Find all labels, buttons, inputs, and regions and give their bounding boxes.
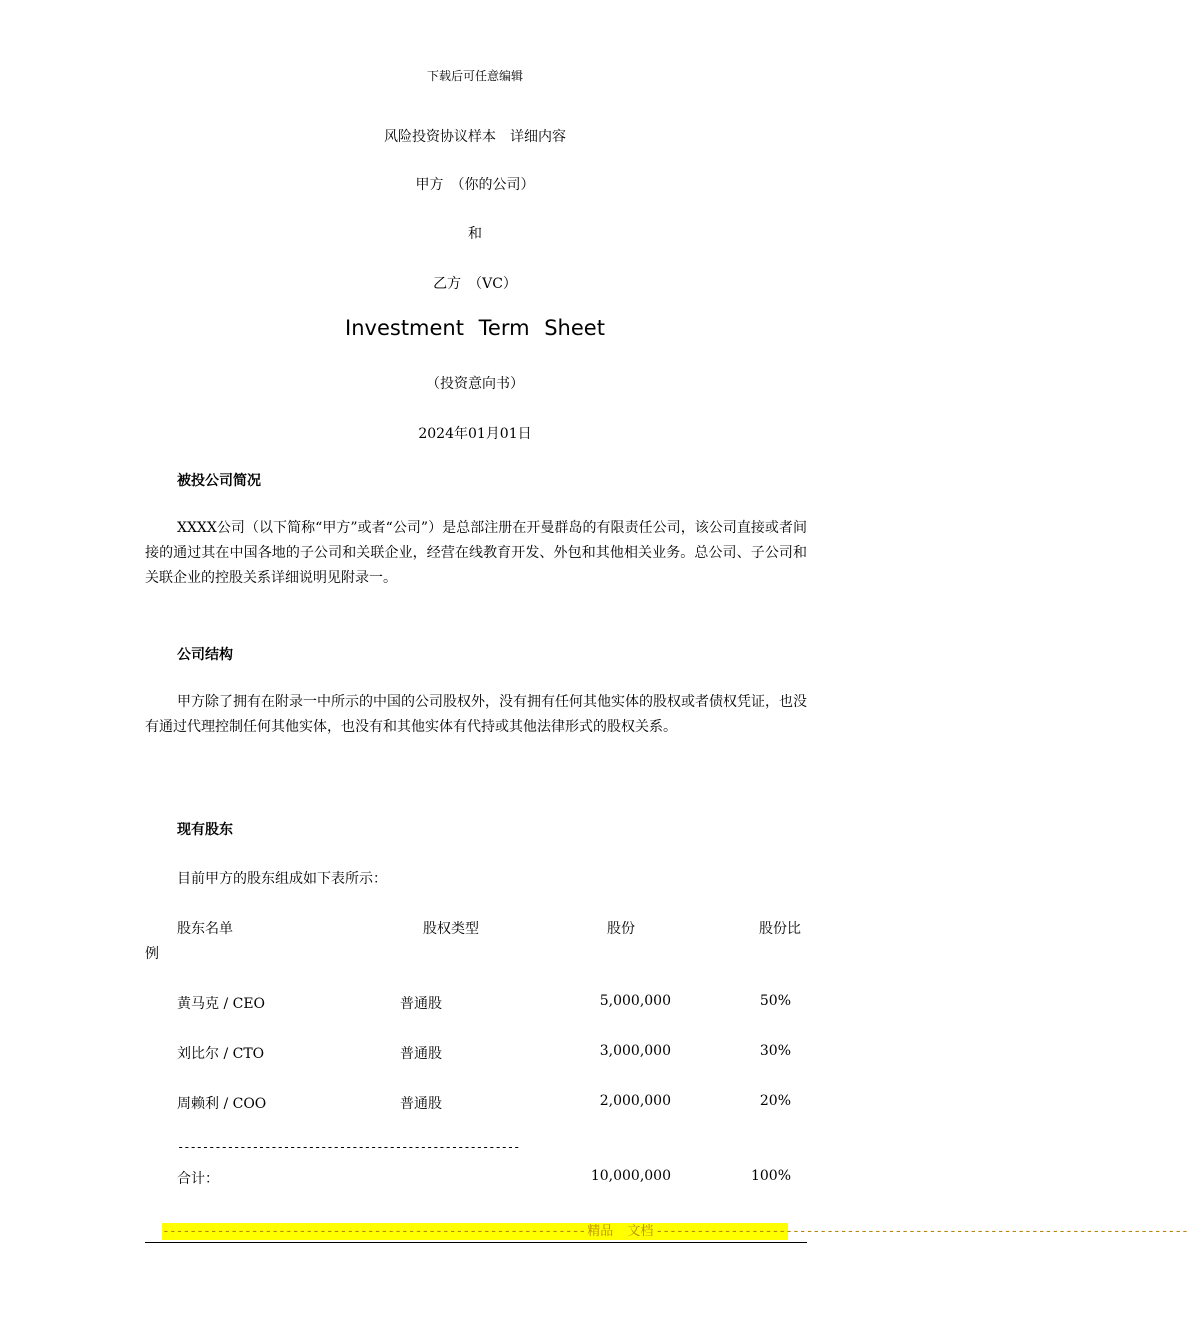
and-connector: 和 xyxy=(468,226,482,242)
section-heading-shareholders: 现有股东 xyxy=(177,822,233,838)
footer-dashes-right: ------------------------------------------------------------------------------ xyxy=(655,1224,1188,1239)
footer-banner xyxy=(162,1223,1188,1240)
shareholder-name: 周赖利 / COO xyxy=(177,1096,267,1112)
shareholders-intro: 目前甲方的股东组成如下表所示： xyxy=(177,871,387,887)
document-title-cn: 风险投资协议样本 详细内容 xyxy=(384,129,566,145)
column-header-shares: 股份 xyxy=(607,921,635,937)
section-heading-structure: 公司结构 xyxy=(177,647,233,663)
section-heading-company-intro: 被投公司简况 xyxy=(177,473,261,489)
table-separator: ------------------------------------------------------- xyxy=(177,1140,520,1154)
footer-dashes-left: -------------------------------------------------------------- xyxy=(162,1224,586,1239)
share-count: 2,000,000 xyxy=(599,1093,671,1109)
footer-text: 精品 文档 xyxy=(587,1224,654,1239)
share-type: 普通股 xyxy=(400,1046,442,1062)
share-ratio: 30% xyxy=(759,1043,791,1059)
document-date: 2024年01月01日 xyxy=(418,426,532,442)
share-type: 普通股 xyxy=(400,1096,442,1112)
total-ratio: 100% xyxy=(750,1168,791,1184)
column-header-ratio: 股份比 xyxy=(759,921,801,937)
shareholder-name: 黄马克 / CEO xyxy=(177,996,266,1012)
share-ratio: 20% xyxy=(759,1093,791,1109)
column-header-ratio-wrap: 例 xyxy=(145,946,159,962)
document-title-en: Investment Term Sheet xyxy=(345,316,605,340)
column-header-name: 股东名单 xyxy=(177,921,233,937)
footer-rule xyxy=(145,1242,807,1243)
total-label: 合计： xyxy=(177,1171,219,1187)
shareholder-name: 刘比尔 / CTO xyxy=(177,1046,265,1062)
column-header-type: 股权类型 xyxy=(423,921,479,937)
header-note: 下载后可任意编辑 xyxy=(426,69,523,83)
party-b: 乙方 （VC） xyxy=(433,276,517,292)
share-count: 5,000,000 xyxy=(599,993,671,1009)
section-body-company-intro: XXXX公司（以下简称“甲方”或者“公司”）是总部注册在开曼群岛的有限责任公司，该公司直接或者间接的通过其在中国各地的子公司和关联企业，经营在线教育开发、外包和其他相关业务。总公司、子公司和关联企业的控股关系详细说明见附录一。 xyxy=(145,520,807,586)
share-count: 3,000,000 xyxy=(599,1043,671,1059)
share-type: 普通股 xyxy=(400,996,442,1012)
document-subtitle: （投资意向书） xyxy=(426,376,524,392)
total-shares: 10,000,000 xyxy=(590,1168,671,1184)
party-a: 甲方 （你的公司） xyxy=(415,177,535,193)
section-body-structure: 甲方除了拥有在附录一中所示的中国的公司股权外，没有拥有任何其他实体的股权或者债权凭证，也没有通过代理控制任何其他实体，也没有和其他实体有代持或其他法律形式的股权关系。 xyxy=(145,694,807,735)
share-ratio: 50% xyxy=(759,993,791,1009)
